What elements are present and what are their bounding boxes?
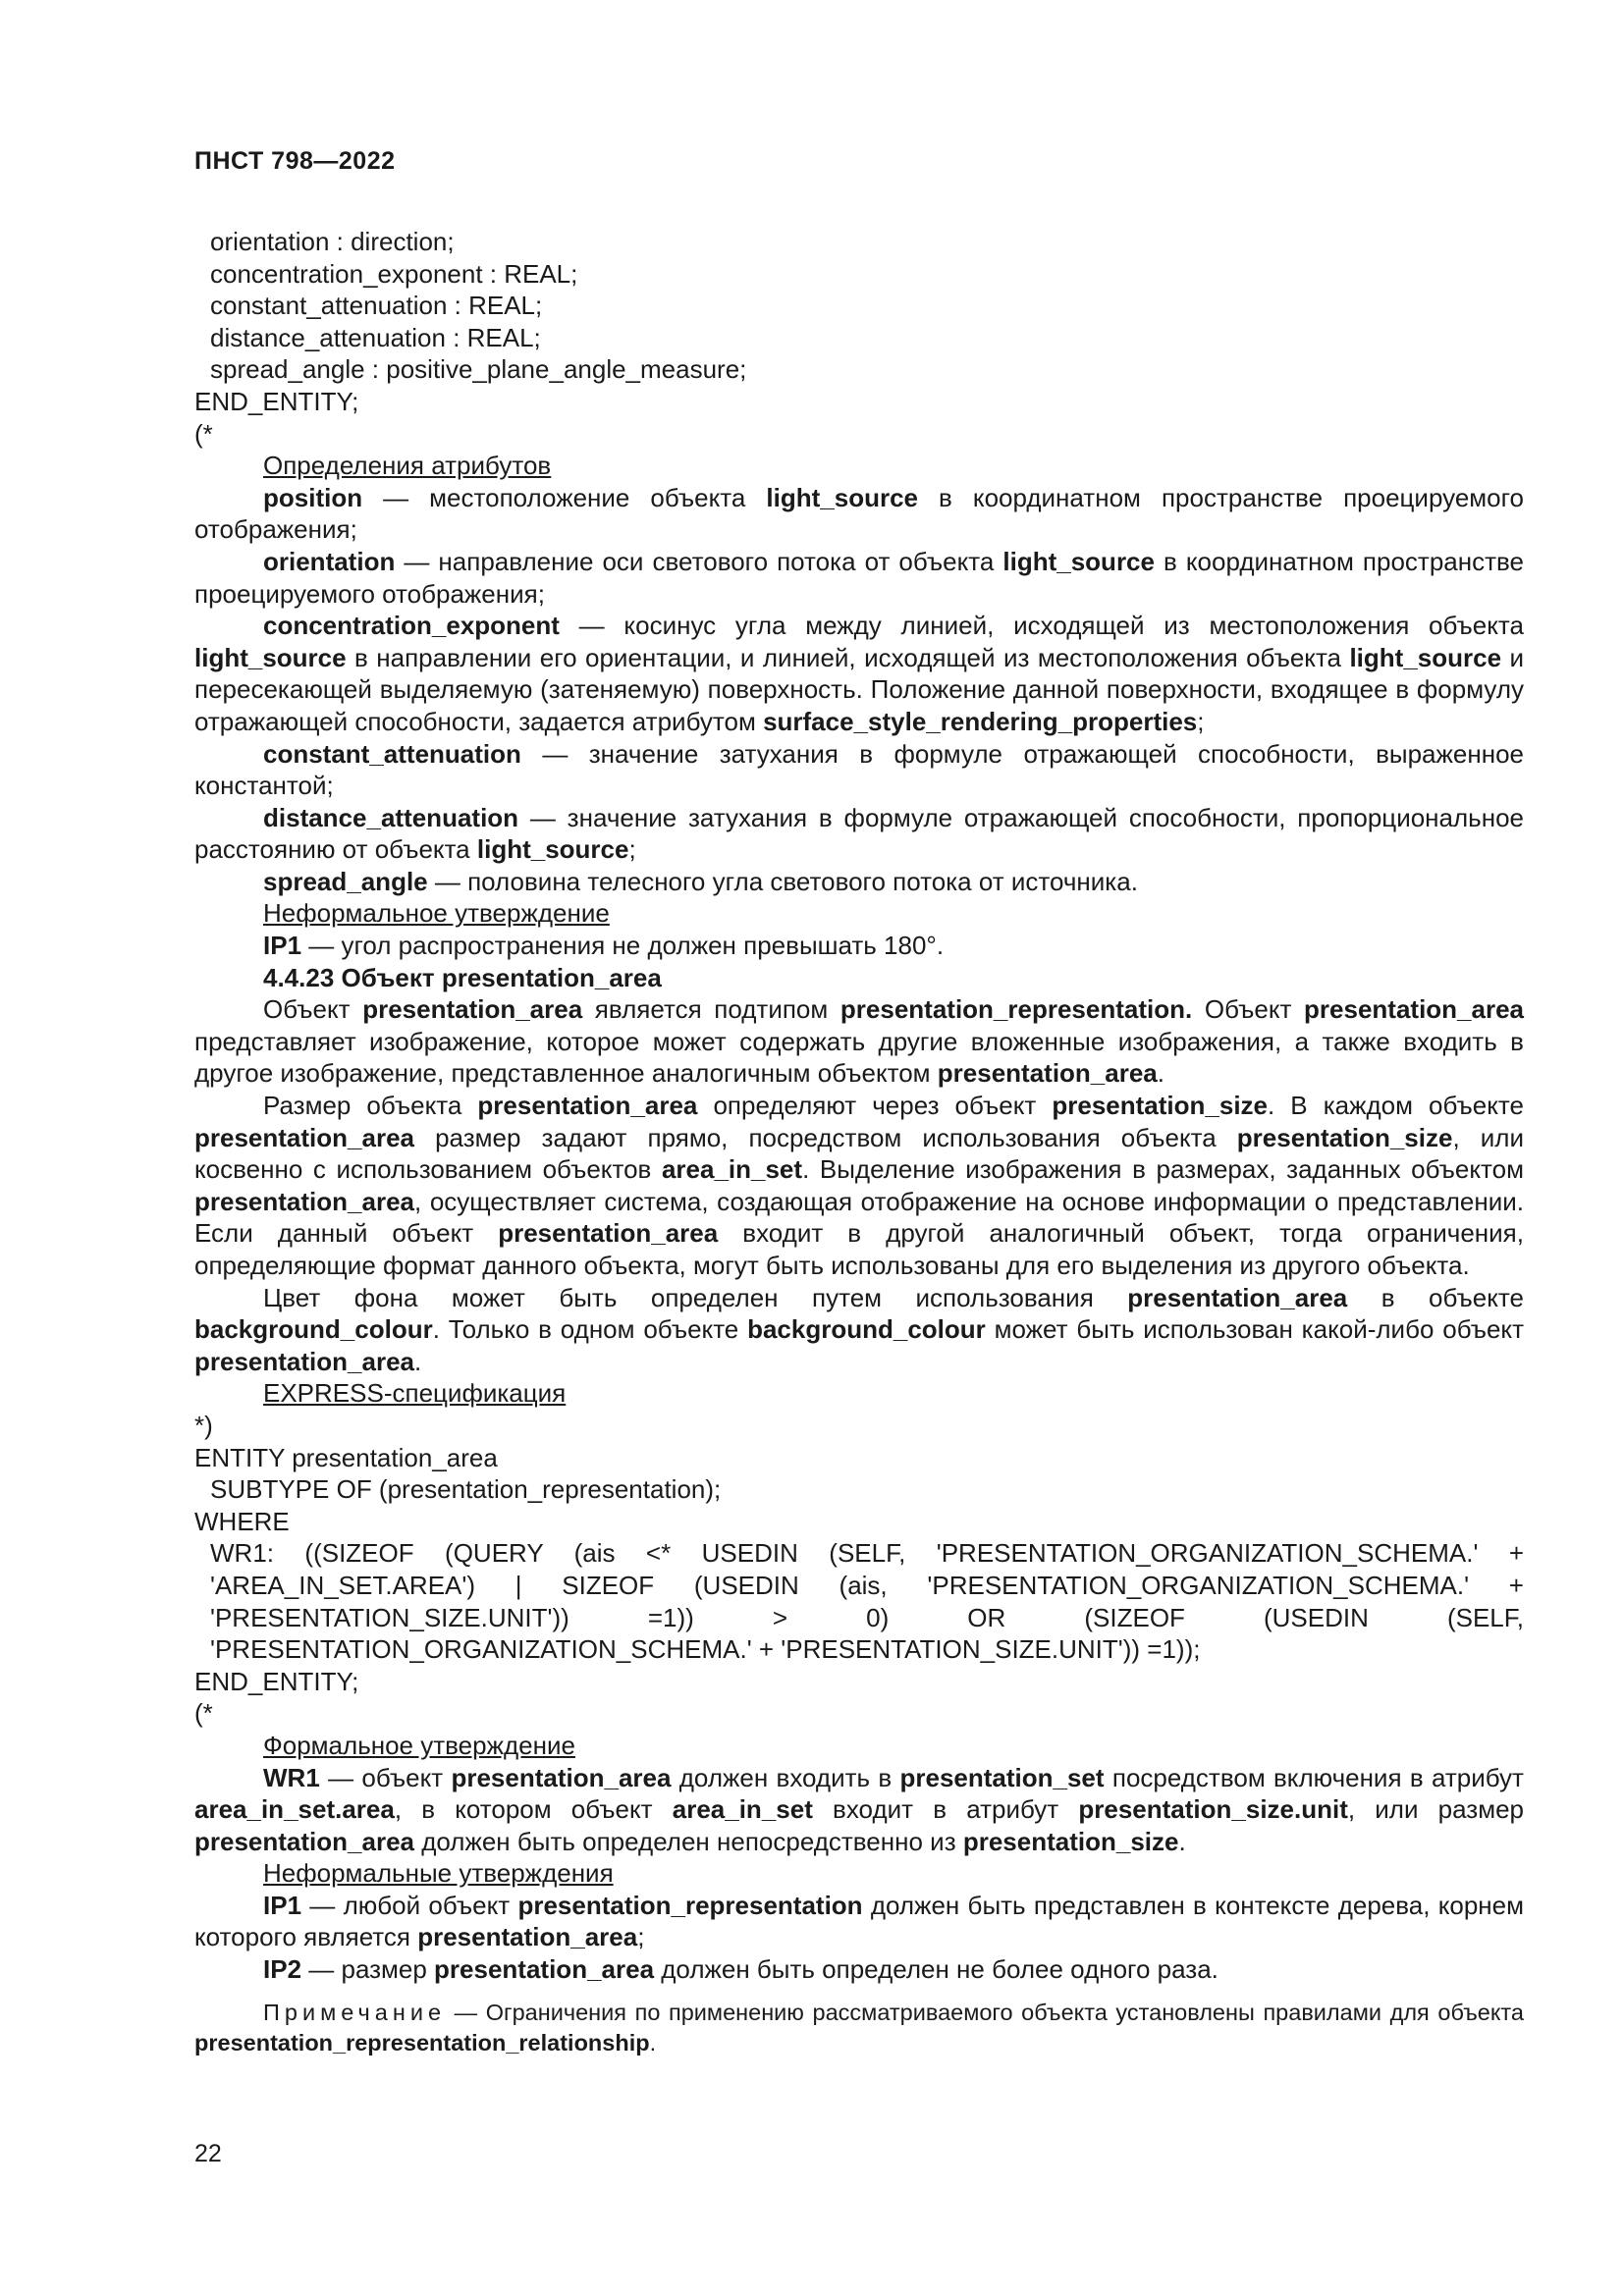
section-title: 4.4.23 Объект presentation_area [263, 962, 662, 992]
code-line: distance_attenuation : REAL; [210, 322, 541, 352]
code-subtype: SUBTYPE OF (presentation_representation); [210, 1474, 722, 1505]
note-label: Примечание [263, 1999, 447, 2025]
attr-distance-attenuation: distance_attenuation — значение затухания в формуле отражающей способности, пропорциональное расстоянию от объекта light_source; [194, 802, 1524, 865]
attr-position: position — местоположение объекта light_source в координатном пространстве проецируемого отображения; [194, 482, 1524, 545]
code-where: WHERE [194, 1506, 290, 1536]
formal-proposition-wr1: WR1 — объект presentation_area должен входить в presentation_set посредством включения в атрибут area_in_set.area, в котором объект area_in_set входит в атрибут presentation_size.unit, или размер presentation_area должен быть определен непосредственно из presentation_size. [194, 1762, 1524, 1856]
code-line: concentration_exponent : REAL; [210, 258, 578, 289]
attr-orientation: orientation — направление оси светового потока от объекта light_source в координатном пространстве проецируемого отображения; [194, 546, 1524, 609]
document-header-id: ПНСТ 798—2022 [194, 147, 396, 175]
code-entity: ENTITY presentation_area [194, 1442, 498, 1472]
formal-proposition-heading: Формальное утверждение [263, 1730, 575, 1760]
code-end-entity-2: END_ENTITY; [194, 1666, 359, 1696]
code-end-entity: END_ENTITY; [194, 386, 359, 416]
attr-concentration-exponent: concentration_exponent — косинус угла между линией, исходящей из местоположения объекта light_source в направлении его ориентации, и линией, исходящей из местоположения объекта light_source и пересекающей выделяемую (затеняемую) поверхность. Положение данной поверхности, входящее в формулу отражающей способности, задается атрибутом surface_style_rendering_properties; [194, 611, 1524, 736]
attr-constant-attenuation: constant_attenuation — значение затухания в формуле отражающей способности, выраженное константой; [194, 738, 1524, 801]
code-line: spread_angle : positive_plane_angle_measure; [210, 354, 747, 385]
attr-spread-angle: spread_angle — половина телесного угла светового потока от источника. [263, 866, 1138, 896]
paragraph-1: Объект presentation_area является подтипом presentation_representation. Объект presentation_area представляет изображение, которое может содержать другие вложенные изображения, а также входить в другое изображение, представленное аналогичным объектом presentation_area. [194, 994, 1525, 1089]
informal-proposition-ip1: IP1 — угол распространения не должен превышать 180°. [263, 931, 945, 961]
informal-proposition-ip2: IP2 — размер presentation_area должен быть определен не более одного раза. [263, 1954, 1218, 1985]
page-number: 22 [194, 2140, 222, 2167]
informal-proposition-heading: Неформальное утверждение [263, 898, 610, 929]
code-wr1: WR1: ((SIZEOF (QUERY (ais <* USEDIN (SELF, 'PRESENTATION_ORGANIZATION_SCHEMA.' + 'AREA_IN_SET.AREA') | SIZEOF (USEDIN (ais, 'PRESENTATION_ORGANIZATION_SCHEMA.' + 'PRESENTATION_SIZE.UNIT')) =1)) > 0) OR (SIZEOF (USEDIN (SELF, 'PRESENTATION_ORGANIZATION_SCHEMA.' + 'PRESENTATION_SIZE.UNIT')) =1)); [210, 1538, 1524, 1665]
code-comment-close: *) [194, 1410, 213, 1440]
code-comment-open-2: (* [194, 1698, 213, 1729]
code-line: orientation : direction; [210, 227, 455, 256]
paragraph-3: Цвет фона может быть определен путем использования presentation_area в объекте background_colour. Только в одном объекте background_colour может быть использован какой-либо объект presentation_area. [194, 1282, 1525, 1376]
informal-proposition-ip1-b: IP1 — любой объект presentation_representation должен быть представлен в контексте дерева, корнем которого является presentation_area; [194, 1890, 1525, 1952]
attribute-definitions-heading: Определения атрибутов [263, 451, 552, 481]
document-body [194, 226, 1524, 2081]
express-spec-heading: EXPRESS-спецификация [263, 1378, 567, 1409]
code-comment-open: (* [194, 418, 213, 449]
note: Примечание — Ограничения по применению рассматриваемого объекта установлены правилами для объекта presentation_representation_relationship. [194, 1999, 1524, 2056]
code-line: constant_attenuation : REAL; [210, 291, 543, 321]
informal-propositions-heading: Неформальные утверждения [263, 1858, 614, 1889]
paragraph-2: Размер объекта presentation_area определяют через объект presentation_size. В каждом объекте presentation_area размер задают прямо, посредством использования объекта presentation_size, или косвенно с использованием объектов area_in_set. Выделение изображения в размерах, заданных объектом presentation_area, осуществляет система, создающая отображение на основе информации о представлении. Если данный объект presentation_area входит в другой аналогичный объект, тогда ограничения, определяющие формат данного объекта, могут быть использованы для его выделения из другого объекта. [194, 1091, 1524, 1280]
